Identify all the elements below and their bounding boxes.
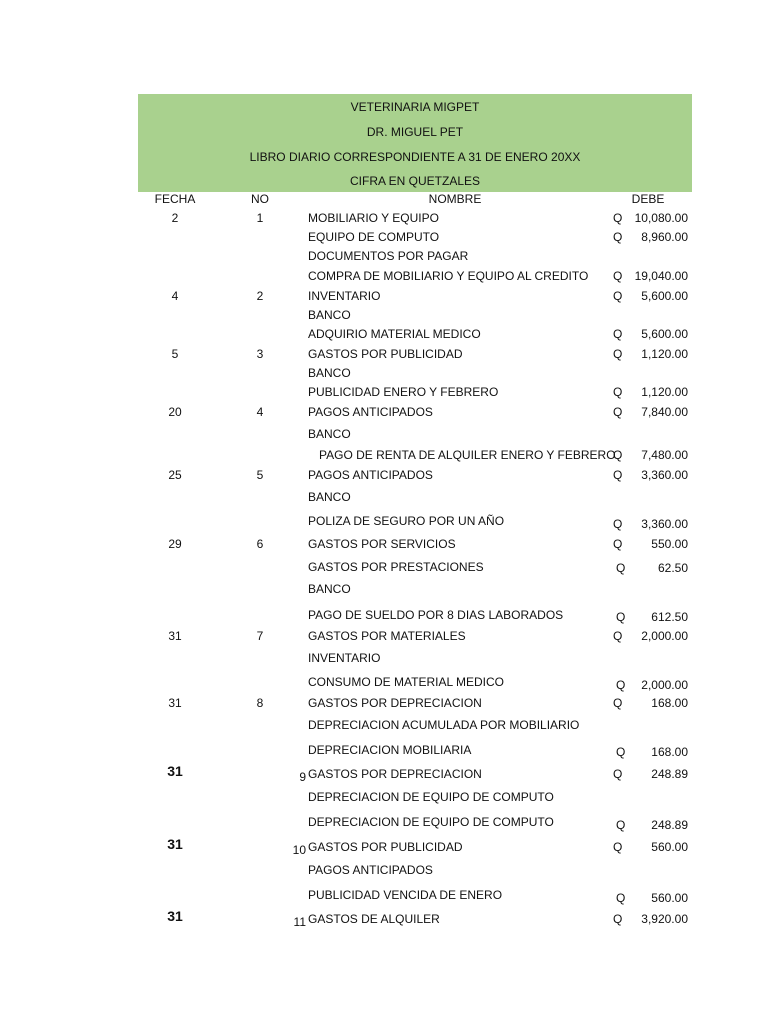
- nombre-cell: BANCO: [308, 490, 351, 504]
- nombre-cell: MOBILIARIO Y EQUIPO: [308, 211, 439, 225]
- currency-symbol: Q: [613, 230, 623, 244]
- currency-note: CIFRA EN QUETZALES: [349, 174, 481, 188]
- currency-symbol: Q: [616, 891, 626, 905]
- table-row: [0, 863, 768, 881]
- table-row: [0, 908, 768, 930]
- fecha-cell: 31: [167, 836, 183, 852]
- currency-symbol: Q: [613, 448, 623, 462]
- debe-cell: 3,360.00: [641, 468, 688, 482]
- currency-symbol: Q: [613, 767, 623, 781]
- nombre-cell: BANCO: [308, 308, 351, 322]
- no-cell: 4: [256, 405, 264, 419]
- currency-symbol: Q: [613, 385, 623, 399]
- nombre-cell: PAGOS ANTICIPADOS: [308, 468, 433, 482]
- nombre-cell: PAGOS ANTICIPADOS: [308, 405, 433, 419]
- table-row: [0, 427, 768, 445]
- no-cell: 3: [256, 347, 264, 361]
- table-row: [0, 651, 768, 669]
- currency-symbol: Q: [613, 405, 623, 419]
- table-row: [0, 629, 768, 647]
- debe-cell: 7,480.00: [641, 448, 688, 462]
- table-row: [0, 448, 768, 466]
- nombre-cell: DEPRECIACION DE EQUIPO DE COMPUTO: [308, 790, 554, 804]
- table-row: [0, 230, 768, 248]
- debe-cell: 550.00: [651, 537, 688, 551]
- table-row: [0, 888, 768, 906]
- table-row: [0, 211, 768, 229]
- debe-cell: 560.00: [651, 840, 688, 854]
- debe-cell: 5,600.00: [641, 289, 688, 303]
- debe-cell: 1,120.00: [641, 385, 688, 399]
- fecha-cell: 29: [168, 537, 182, 551]
- currency-symbol: Q: [613, 537, 623, 551]
- nombre-cell: POLIZA DE SEGURO POR UN AÑO: [308, 514, 505, 528]
- currency-symbol: Q: [613, 269, 623, 283]
- fecha-cell: 20: [168, 405, 182, 419]
- table-row: [0, 582, 768, 600]
- table-row: [0, 608, 768, 626]
- currency-symbol: Q: [613, 696, 623, 710]
- nombre-cell: ADQUIRIO MATERIAL MEDICO: [308, 327, 481, 341]
- nombre-cell: GASTOS POR PRESTACIONES: [308, 560, 484, 574]
- fecha-cell: 2: [171, 211, 179, 225]
- owner-name: DR. MIGUEL PET: [366, 125, 464, 139]
- currency-symbol: Q: [613, 327, 623, 341]
- table-row: [0, 468, 768, 486]
- nombre-cell: DOCUMENTOS POR PAGAR: [308, 249, 469, 263]
- table-row: [0, 366, 768, 384]
- table-row: [0, 385, 768, 403]
- debe-cell: 19,040.00: [634, 269, 688, 283]
- debe-cell: 1,120.00: [641, 347, 688, 361]
- no-cell: 1: [256, 211, 264, 225]
- table-row: [0, 308, 768, 326]
- nombre-cell: GASTOS POR SERVICIOS: [308, 537, 456, 551]
- debe-cell: 560.00: [651, 891, 688, 905]
- currency-symbol: Q: [613, 517, 623, 531]
- fecha-cell: 31: [168, 696, 182, 710]
- journal-header: [138, 94, 692, 192]
- company-name: VETERINARIA MIGPET: [350, 100, 480, 114]
- fecha-cell: 5: [171, 347, 179, 361]
- column-header-no: NO: [251, 192, 269, 206]
- debe-cell: 168.00: [651, 745, 688, 759]
- nombre-cell: GASTOS POR PUBLICIDAD: [308, 840, 463, 854]
- nombre-cell: GASTOS POR DEPRECIACION: [308, 696, 482, 710]
- nombre-cell: DEPRECIACION ACUMULADA POR MOBILIARIO: [308, 718, 580, 732]
- nombre-cell: BANCO: [308, 582, 351, 596]
- table-row: [0, 289, 768, 307]
- table-row: [0, 269, 768, 287]
- debe-cell: 248.89: [651, 818, 688, 832]
- no-cell: 5: [256, 468, 264, 482]
- no-cell: 6: [256, 537, 264, 551]
- currency-symbol: Q: [613, 289, 623, 303]
- debe-cell: 3,920.00: [641, 912, 688, 926]
- no-cell: 8: [256, 696, 264, 710]
- currency-symbol: Q: [613, 629, 623, 643]
- nombre-cell: GASTOS DE ALQUILER: [308, 912, 440, 926]
- column-header-fecha: FECHA: [154, 192, 196, 206]
- nombre-cell: PAGOS ANTICIPADOS: [308, 863, 433, 877]
- nombre-cell: PUBLICIDAD VENCIDA DE ENERO: [308, 888, 503, 902]
- table-row: [0, 718, 768, 736]
- column-header-nombre: NOMBRE: [428, 192, 482, 206]
- nombre-cell: INVENTARIO: [308, 651, 381, 665]
- currency-symbol: Q: [613, 468, 623, 482]
- nombre-cell: CONSUMO DE MATERIAL MEDICO: [308, 675, 505, 689]
- table-row: [0, 537, 768, 555]
- currency-symbol: Q: [613, 840, 623, 854]
- nombre-cell: DEPRECIACION DE EQUIPO DE COMPUTO: [308, 815, 554, 829]
- table-row: [0, 327, 768, 345]
- currency-symbol: Q: [616, 818, 626, 832]
- currency-symbol: Q: [616, 678, 626, 692]
- nombre-cell: INVENTARIO: [308, 289, 381, 303]
- table-row: [0, 347, 768, 365]
- no-cell: 7: [256, 629, 264, 643]
- debe-cell: 5,600.00: [641, 327, 688, 341]
- fecha-cell: 31: [167, 908, 183, 924]
- table-row: [0, 696, 768, 714]
- debe-cell: 62.50: [657, 561, 688, 575]
- nombre-cell: GASTOS POR DEPRECIACION: [308, 767, 482, 781]
- debe-cell: 2,000.00: [641, 629, 688, 643]
- currency-symbol: Q: [616, 745, 626, 759]
- nombre-cell: COMPRA DE MOBILIARIO Y EQUIPO AL CREDITO: [308, 269, 589, 283]
- debe-cell: 2,000.00: [641, 678, 688, 692]
- debe-cell: 8,960.00: [641, 230, 688, 244]
- fecha-cell: 31: [167, 763, 183, 779]
- no-cell: 9: [299, 770, 306, 784]
- table-row: [0, 249, 768, 267]
- debe-cell: 248.89: [651, 767, 688, 781]
- table-row: [0, 743, 768, 761]
- journal-title: LIBRO DIARIO CORRESPONDIENTE A 31 DE ENERO 20XX: [249, 150, 581, 164]
- table-row: [0, 514, 768, 532]
- currency-symbol: Q: [616, 610, 626, 624]
- debe-cell: 168.00: [651, 696, 688, 710]
- currency-symbol: Q: [613, 912, 623, 926]
- nombre-cell: GASTOS POR MATERIALES: [308, 629, 466, 643]
- nombre-cell: PUBLICIDAD ENERO Y FEBRERO: [308, 385, 499, 399]
- nombre-cell: PAGO DE RENTA DE ALQUILER ENERO Y FEBRERO: [319, 448, 616, 462]
- fecha-cell: 25: [168, 468, 182, 482]
- table-row: [0, 790, 768, 808]
- table-row: [0, 560, 768, 578]
- table-row: [0, 490, 768, 508]
- fecha-cell: 4: [171, 289, 179, 303]
- column-header-debe: DEBE: [631, 192, 665, 206]
- debe-cell: 7,840.00: [641, 405, 688, 419]
- nombre-cell: PAGO DE SUELDO POR 8 DIAS LABORADOS: [308, 608, 564, 622]
- no-cell: 2: [256, 289, 264, 303]
- nombre-cell: EQUIPO DE COMPUTO: [308, 230, 440, 244]
- currency-symbol: Q: [616, 561, 626, 575]
- nombre-cell: GASTOS POR PUBLICIDAD: [308, 347, 463, 361]
- no-cell: 10: [292, 843, 306, 857]
- debe-cell: 612.50: [651, 610, 688, 624]
- table-row: [0, 675, 768, 693]
- currency-symbol: Q: [613, 211, 623, 225]
- debe-cell: 10,080.00: [634, 211, 688, 225]
- nombre-cell: DEPRECIACION MOBILIARIA: [308, 743, 472, 757]
- table-row: [0, 763, 768, 785]
- currency-symbol: Q: [613, 347, 623, 361]
- table-row: [0, 815, 768, 833]
- no-cell: 11: [293, 915, 306, 929]
- table-row: [0, 405, 768, 423]
- table-row: [0, 836, 768, 858]
- fecha-cell: 31: [168, 629, 182, 643]
- debe-cell: 3,360.00: [641, 517, 688, 531]
- nombre-cell: BANCO: [308, 366, 351, 380]
- nombre-cell: BANCO: [308, 427, 351, 441]
